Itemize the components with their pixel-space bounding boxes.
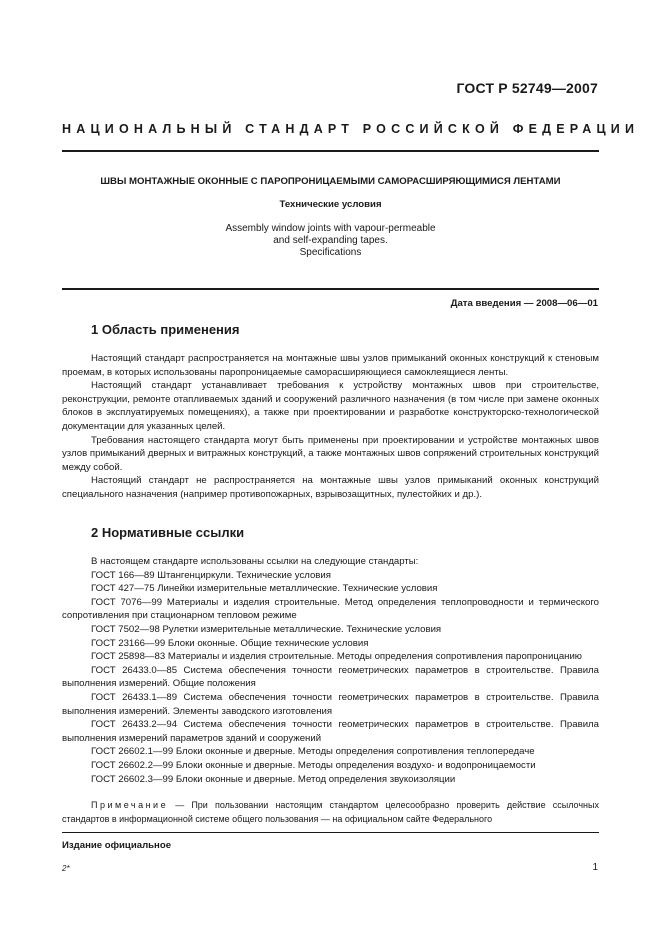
document-subtitle: Технические условия	[279, 199, 382, 210]
reference-item: ГОСТ 26602.3—99 Блоки оконные и дверные. Метод определения звукоизоляции	[91, 773, 456, 785]
reference-item: ГОСТ 427—75 Линейки измерительные металлические. Технические условия	[91, 583, 438, 595]
english-title-line: Specifications	[299, 247, 362, 258]
english-title	[62, 223, 599, 259]
reference-item: ГОСТ 23166—99 Блоки оконные. Общие технические условия	[91, 637, 369, 649]
introduction-date: Дата введения — 2008—06—01	[450, 298, 598, 309]
top-divider	[62, 150, 599, 152]
print-mark: 2*	[62, 864, 70, 873]
reference-note	[62, 799, 599, 826]
reference-item: ГОСТ 26602.2—99 Блоки оконные и дверные. Методы определения воздухо- и водопроницаемости	[91, 759, 536, 771]
paragraph: Настоящий стандарт устанавливает требования к устройству монтажных швов при строительстве, реконструкции, ремонте отапливаемых зданий и сооружений различного назначения (в том числе при замене оконных блоков в эксплуатируемых помещениях), а также при проектировании и разработке конструкторско-технологической документации для указанных целей.	[62, 380, 599, 432]
reference-item: ГОСТ 7076—99 Материалы и изделия строительные. Метод определения теплопроводности и термического сопротивления при стационарном тепловом режиме	[62, 596, 599, 622]
document-id: ГОСТ Р 52749—2007	[456, 80, 598, 96]
footer-divider	[62, 832, 599, 833]
paragraph: Настоящий стандарт не распространяется на монтажные швы узлов примыканий оконных конструкций специального назначения (например противопожарных, взрывозащитных, пулестойких и др.).	[62, 475, 599, 500]
reference-item: ГОСТ 166—89 Штангенциркули. Технические условия	[91, 569, 331, 581]
title-divider	[62, 288, 599, 290]
document-title: ШВЫ МОНТАЖНЫЕ ОКОННЫЕ С ПАРОПРОНИЦАЕМЫМИ САМОРАСШИРЯЮЩИМИСЯ ЛЕНТАМИ	[100, 176, 561, 187]
official-edition-label: Издание официальное	[62, 840, 172, 851]
reference-item: ГОСТ 26602.1—99 Блоки оконные и дверные. Методы определения сопротивления теплопередаче	[91, 746, 535, 758]
reference-item: ГОСТ 7502—98 Рулетки измерительные металлические. Технические условия	[91, 623, 442, 635]
section-2-body	[62, 555, 599, 786]
page-number: 1	[592, 862, 598, 873]
reference-item: ГОСТ 26433.1—89 Система обеспечения точности геометрических параметров в строительстве. Правила выполнения измерений. Элементы заводского изготовления	[62, 691, 599, 717]
reference-item: ГОСТ 26433.2—94 Система обеспечения точности геометрических параметров в строительстве. Правила выполнения измерений параметров зданий и сооружений	[62, 719, 599, 744]
paragraph: Настоящий стандарт распространяется на монтажные швы узлов примыканий оконных конструкций к стеновым проемам, в которых использованы паропроницаемые саморасширяющиеся самоклеящиеся ленты.	[62, 353, 599, 378]
reference-item: ГОСТ 26433.0—85 Система обеспечения точности геометрических параметров в строительстве. Правила выполнения измерений. Общие положения	[62, 664, 599, 690]
reference-item: ГОСТ 25898—83 Материалы и изделия строительные. Методы определения сопротивления паропроницанию	[91, 651, 583, 663]
english-title-line: Assembly window joints with vapour-permeable	[225, 223, 436, 234]
paragraph: Требования настоящего стандарта могут быть применены при проектировании и устройстве монтажных швов узлов примыканий дверных и витражных конструкций, а также монтажных швов сопряжений строительных конструкций между собой.	[62, 434, 599, 473]
note-label: Примечание	[91, 800, 169, 810]
section-1-body	[62, 352, 599, 502]
english-title-line: and self-expanding tapes.	[273, 235, 388, 246]
section-2-heading: 2 Нормативные ссылки	[91, 525, 245, 540]
note-text: — При пользовании настоящим стандартом целесообразно проверить действие ссылочных стандартов в информационной системе общего пользования — на официальном сайте Федерального	[62, 800, 599, 824]
section-1-heading: 1 Область применения	[91, 322, 240, 337]
reference-lead: В настоящем стандарте использованы ссылки на следующие стандарты:	[91, 556, 419, 567]
national-standard-banner: НАЦИОНАЛЬНЫЙ СТАНДАРТ РОССИЙСКОЙ ФЕДЕРАЦИИ	[62, 122, 640, 136]
